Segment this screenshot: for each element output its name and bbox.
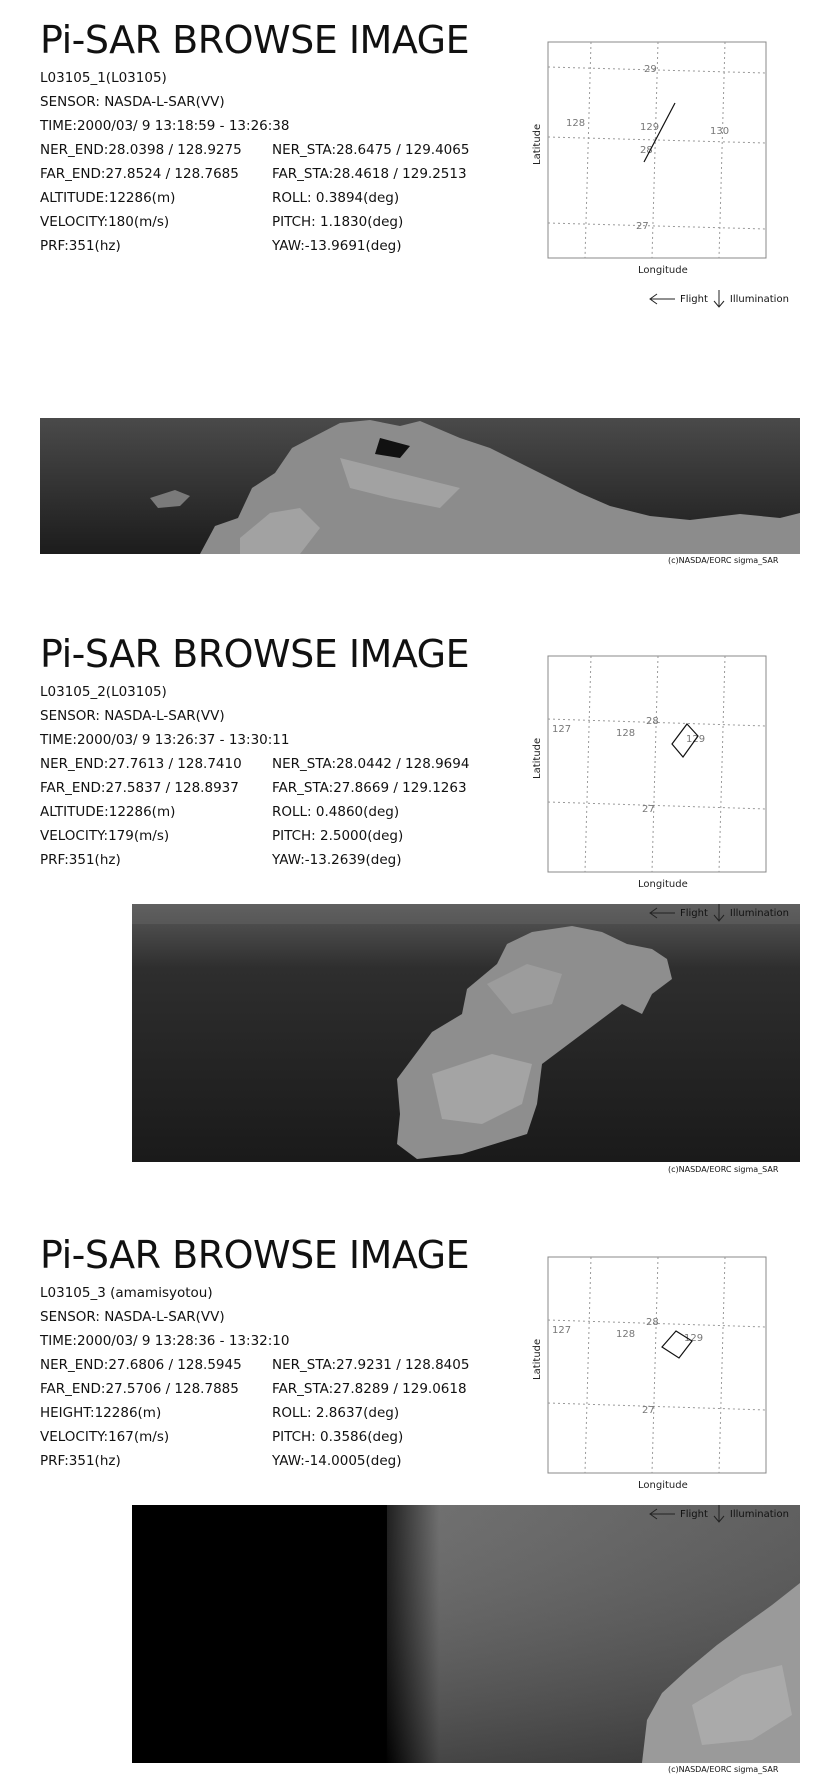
grid-label: 129 — [686, 734, 706, 745]
legend — [648, 290, 789, 308]
location-map — [528, 654, 808, 894]
roll: ROLL: 2.8637(deg) — [272, 1405, 400, 1421]
metadata-block — [40, 680, 469, 872]
record-1 — [0, 18, 822, 565]
y-axis-label: Latitude — [532, 123, 543, 165]
x-axis-label: Longitude — [638, 1480, 688, 1491]
credit: (c)NASDA/EORC sigma_SAR — [668, 556, 779, 565]
grid-label: 27 — [642, 1405, 655, 1416]
location-map — [528, 40, 808, 280]
velocity: VELOCITY:180(m/s) — [40, 214, 170, 230]
illumination-arrow-icon — [712, 904, 726, 922]
page-title: Pi-SAR BROWSE IMAGE — [40, 18, 470, 62]
scene-footprint — [672, 724, 698, 757]
ner-end: NER_END:27.6806 / 128.5945 — [40, 1357, 242, 1373]
time-line: TIME:2000/03/ 9 13:28:36 - 13:32:10 — [40, 1333, 290, 1349]
y-axis-label: Latitude — [532, 1338, 543, 1380]
scene-id: L03105_1(L03105) — [40, 70, 167, 86]
sar-image — [132, 1505, 800, 1763]
prf: PRF:351(hz) — [40, 852, 121, 868]
legend-illumination: Illumination — [729, 907, 789, 919]
grid-label: 129 — [640, 122, 660, 133]
record-3 — [0, 1233, 822, 1785]
sar-image — [132, 904, 800, 1162]
grid-label: 130 — [710, 126, 730, 137]
prf: PRF:351(hz) — [40, 1453, 121, 1469]
credit: (c)NASDA/EORC sigma_SAR — [668, 1765, 779, 1774]
time-line: TIME:2000/03/ 9 13:26:37 - 13:30:11 — [40, 732, 290, 748]
grid-label: 27 — [642, 804, 655, 815]
grid-label: 28 — [646, 716, 659, 727]
page-title: Pi-SAR BROWSE IMAGE — [40, 632, 470, 676]
metadata-block — [40, 66, 469, 258]
far-end: FAR_END:27.5706 / 128.7885 — [40, 1381, 239, 1397]
yaw: YAW:-14.0005(deg) — [272, 1453, 402, 1469]
grid-label: 128 — [566, 118, 586, 129]
far-end: FAR_END:27.5837 / 128.8937 — [40, 780, 239, 796]
scene-id: L03105_3 (amamisyotou) — [40, 1285, 213, 1301]
grid-label: 27 — [636, 221, 649, 232]
yaw: YAW:-13.2639(deg) — [272, 852, 402, 868]
sensor-line: SENSOR: NASDA-L-SAR(VV) — [40, 1309, 225, 1325]
legend — [648, 904, 789, 922]
roll: ROLL: 0.3894(deg) — [272, 190, 400, 206]
grid-label: 29 — [644, 64, 657, 75]
grid-label: 127 — [552, 724, 572, 735]
time-line: TIME:2000/03/ 9 13:18:59 - 13:26:38 — [40, 118, 290, 134]
flight-arrow-icon — [648, 1508, 676, 1520]
illumination-arrow-icon — [712, 290, 726, 308]
altitude: ALTITUDE:12286(m) — [40, 190, 176, 206]
record-2 — [0, 632, 822, 1192]
far-sta: FAR_STA:28.4618 / 129.2513 — [272, 166, 467, 182]
legend — [648, 1505, 789, 1523]
illumination-arrow-icon — [712, 1505, 726, 1523]
sensor-line: SENSOR: NASDA-L-SAR(VV) — [40, 708, 225, 724]
sensor-line: SENSOR: NASDA-L-SAR(VV) — [40, 94, 225, 110]
grid-label: 128 — [616, 1329, 636, 1340]
ner-end: NER_END:27.7613 / 128.7410 — [40, 756, 242, 772]
prf: PRF:351(hz) — [40, 238, 121, 254]
x-axis-label: Longitude — [638, 265, 688, 276]
legend-flight: Flight — [680, 907, 708, 919]
pitch: PITCH: 0.3586(deg) — [272, 1429, 404, 1445]
sar-image — [40, 418, 800, 554]
roll: ROLL: 0.4860(deg) — [272, 804, 400, 820]
page-title: Pi-SAR BROWSE IMAGE — [40, 1233, 470, 1277]
x-axis-label: Longitude — [638, 879, 688, 890]
legend-illumination: Illumination — [729, 293, 789, 305]
legend-flight: Flight — [680, 1508, 708, 1520]
legend-flight: Flight — [680, 293, 708, 305]
flight-arrow-icon — [648, 907, 676, 919]
location-map — [528, 1255, 808, 1495]
grid-label: 28 — [646, 1317, 659, 1328]
ner-sta: NER_STA:28.6475 / 129.4065 — [272, 142, 470, 158]
far-sta: FAR_STA:27.8669 / 129.1263 — [272, 780, 467, 796]
height: HEIGHT:12286(m) — [40, 1405, 162, 1421]
grid-label: 128 — [616, 728, 636, 739]
flight-arrow-icon — [648, 293, 676, 305]
pitch: PITCH: 1.1830(deg) — [272, 214, 404, 230]
grid-label: 28 — [640, 145, 653, 156]
grid-label: 127 — [552, 1325, 572, 1336]
far-end: FAR_END:27.8524 / 128.7685 — [40, 166, 239, 182]
ner-end: NER_END:28.0398 / 128.9275 — [40, 142, 242, 158]
pitch: PITCH: 2.5000(deg) — [272, 828, 404, 844]
credit: (c)NASDA/EORC sigma_SAR — [668, 1165, 779, 1174]
altitude: ALTITUDE:12286(m) — [40, 804, 176, 820]
velocity: VELOCITY:167(m/s) — [40, 1429, 170, 1445]
yaw: YAW:-13.9691(deg) — [272, 238, 402, 254]
grid-label: 129 — [684, 1333, 704, 1344]
ner-sta: NER_STA:28.0442 / 128.9694 — [272, 756, 470, 772]
metadata-block — [40, 1281, 469, 1473]
y-axis-label: Latitude — [532, 737, 543, 779]
ner-sta: NER_STA:27.9231 / 128.8405 — [272, 1357, 470, 1373]
velocity: VELOCITY:179(m/s) — [40, 828, 170, 844]
far-sta: FAR_STA:27.8289 / 129.0618 — [272, 1381, 467, 1397]
scene-id: L03105_2(L03105) — [40, 684, 167, 700]
legend-illumination: Illumination — [729, 1508, 789, 1520]
